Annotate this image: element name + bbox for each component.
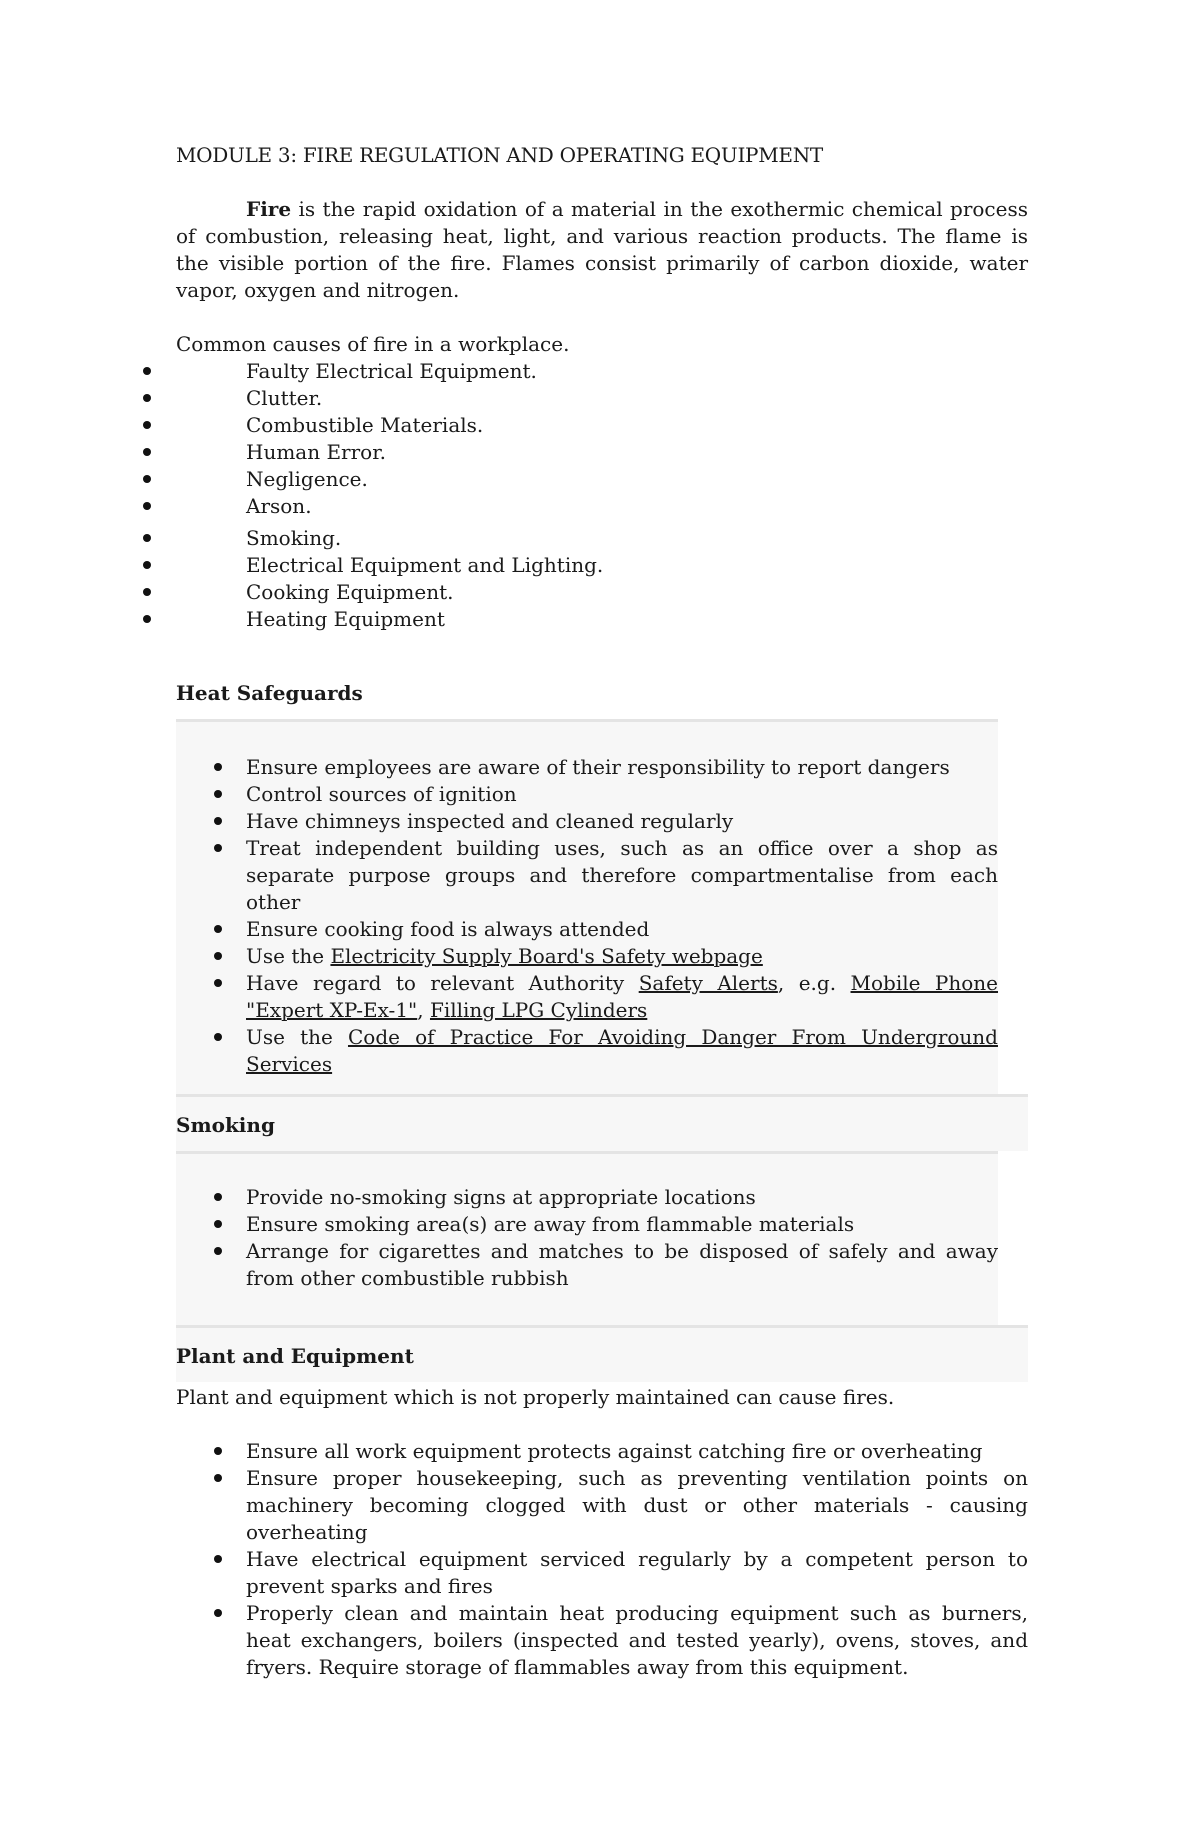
bullet-icon bbox=[214, 817, 222, 825]
smoking-heading: Smoking bbox=[176, 1113, 275, 1137]
list-item bbox=[176, 916, 998, 943]
list-item-text: Heating Equipment bbox=[246, 607, 445, 631]
smoking-list bbox=[176, 1184, 998, 1292]
bullet-icon bbox=[143, 534, 151, 542]
list-item bbox=[176, 579, 1028, 606]
heat-safeguards-panel bbox=[176, 719, 998, 1094]
list-item-text: Human Error. bbox=[246, 440, 386, 464]
list-item bbox=[176, 606, 1028, 633]
bullet-icon bbox=[214, 1555, 222, 1563]
bullet-icon bbox=[143, 502, 151, 510]
document-body bbox=[176, 142, 1028, 1681]
bullet-icon bbox=[214, 1193, 222, 1201]
bullet-icon bbox=[214, 1033, 222, 1041]
plant-equipment-heading: Plant and Equipment bbox=[176, 1344, 414, 1368]
list-item bbox=[176, 525, 1028, 552]
list-item-text: Smoking. bbox=[246, 526, 342, 550]
list-item-text: Use the bbox=[246, 944, 331, 968]
list-item bbox=[176, 552, 1028, 579]
list-item bbox=[176, 835, 998, 916]
module-title: MODULE 3: FIRE REGULATION AND OPERATING EQUIPMENT bbox=[176, 143, 823, 167]
intro-paragraph bbox=[176, 196, 1028, 304]
bullet-icon bbox=[214, 1609, 222, 1617]
plant-heading-band bbox=[176, 1325, 1028, 1382]
list-item-text: Have chimneys inspected and cleaned regularly bbox=[246, 809, 734, 833]
list-item-text: Cooking Equipment. bbox=[246, 580, 454, 604]
lpg-cylinders-link[interactable]: Filling LPG Cylinders bbox=[429, 998, 648, 1022]
bullet-icon bbox=[214, 844, 222, 852]
list-item bbox=[176, 493, 1028, 520]
list-item-text: Treat independent building uses, such as an office over a shop as separate purpose groups and therefore compartmentalise from each other bbox=[246, 836, 998, 914]
plant-lead: Plant and equipment which is not properly maintained can cause fires. bbox=[176, 1385, 895, 1409]
list-item-text: Ensure smoking area(s) are away from flammable materials bbox=[246, 1212, 855, 1236]
list-item bbox=[176, 781, 998, 808]
heat-safeguards-list bbox=[176, 754, 998, 1078]
list-item-text: Properly clean and maintain heat producing equipment such as burners, heat exchangers, boilers (inspected and tested yearly), ovens, stoves, and fryers. Require storage of flammables away from this equipment. bbox=[246, 1601, 1028, 1679]
list-item-text: Combustible Materials. bbox=[246, 413, 484, 437]
list-item-text: Have electrical equipment serviced regularly by a competent person to prevent sparks and fires bbox=[246, 1547, 1028, 1598]
list-item bbox=[176, 358, 1028, 385]
intro-term: Fire bbox=[246, 197, 292, 221]
list-item bbox=[176, 412, 1028, 439]
intro-text: is the rapid oxidation of a material in the exothermic chemical process of combustion, releasing heat, light, and various reaction products. The flame is the visible portion of the fire. Flames consist primarily of carbon dioxide, water vapor, oxygen and nitrogen. bbox=[176, 197, 1028, 302]
list-item bbox=[176, 1024, 998, 1078]
bullet-icon bbox=[143, 615, 151, 623]
list-item-text: Ensure cooking food is always attended bbox=[246, 917, 650, 941]
smoking-panel bbox=[176, 1151, 998, 1325]
list-item-text: Use the bbox=[246, 1025, 348, 1049]
safety-alerts-link[interactable]: Safety Alerts bbox=[638, 971, 778, 995]
bullet-icon bbox=[214, 1220, 222, 1228]
list-item bbox=[176, 1546, 1028, 1600]
bullet-icon bbox=[143, 367, 151, 375]
bullet-icon bbox=[143, 421, 151, 429]
bullet-icon bbox=[143, 588, 151, 596]
list-item-text: Clutter. bbox=[246, 386, 323, 410]
causes-lead: Common causes of fire in a workplace. bbox=[176, 332, 570, 356]
list-item bbox=[176, 1438, 1028, 1465]
list-item bbox=[176, 970, 998, 1024]
bullet-icon bbox=[214, 790, 222, 798]
mobile-phone-alert-link[interactable]: Mobile Phone "Expert XP-Ex-1" bbox=[246, 971, 999, 1022]
bullet-icon bbox=[214, 1447, 222, 1455]
list-item bbox=[176, 808, 998, 835]
bullet-icon bbox=[143, 448, 151, 456]
list-item bbox=[176, 466, 1028, 493]
list-item-text: Faulty Electrical Equipment. bbox=[246, 359, 537, 383]
list-item-text: Control sources of ignition bbox=[246, 782, 517, 806]
bullet-icon bbox=[214, 925, 222, 933]
list-item-text: , bbox=[417, 998, 430, 1022]
list-item-text: Negligence. bbox=[246, 467, 368, 491]
bullet-icon bbox=[143, 561, 151, 569]
list-item-text: Electrical Equipment and Lighting. bbox=[246, 553, 604, 577]
bullet-icon bbox=[143, 394, 151, 402]
list-item-text: Have regard to relevant Authority bbox=[246, 971, 639, 995]
bullet-icon bbox=[214, 763, 222, 771]
list-item-text: , e.g. bbox=[777, 971, 851, 995]
causes-list bbox=[176, 358, 1028, 633]
list-item bbox=[176, 385, 1028, 412]
esb-safety-link[interactable]: Electricity Supply Board's Safety webpage bbox=[330, 944, 763, 968]
list-item-text: Ensure proper housekeeping, such as preventing ventilation points on machinery becoming clogged with dust or other materials - causing overheating bbox=[246, 1466, 1028, 1544]
list-item-text: Provide no-smoking signs at appropriate locations bbox=[246, 1185, 756, 1209]
list-item bbox=[176, 1184, 998, 1211]
bullet-icon bbox=[214, 1474, 222, 1482]
list-item-text: Arson. bbox=[246, 494, 312, 518]
list-item bbox=[176, 754, 998, 781]
bullet-icon bbox=[214, 1247, 222, 1255]
list-item-text: Ensure all work equipment protects against catching fire or overheating bbox=[246, 1439, 983, 1463]
bullet-icon bbox=[214, 952, 222, 960]
smoking-heading-band bbox=[176, 1094, 1028, 1151]
list-item bbox=[176, 1238, 998, 1292]
heat-safeguards-heading: Heat Safeguards bbox=[176, 681, 363, 705]
list-item bbox=[176, 1600, 1028, 1681]
bullet-icon bbox=[214, 979, 222, 987]
list-item-text: Ensure employees are aware of their responsibility to report dangers bbox=[246, 755, 950, 779]
code-of-practice-link[interactable]: Code of Practice For Avoiding Danger From Underground Services bbox=[246, 1025, 998, 1076]
list-item bbox=[176, 943, 998, 970]
plant-equipment-list bbox=[176, 1438, 1028, 1681]
bullet-icon bbox=[143, 475, 151, 483]
list-item-text: Arrange for cigarettes and matches to be disposed of safely and away from other combustible rubbish bbox=[246, 1239, 998, 1290]
list-item bbox=[176, 1211, 998, 1238]
list-item bbox=[176, 439, 1028, 466]
list-item bbox=[176, 1465, 1028, 1546]
